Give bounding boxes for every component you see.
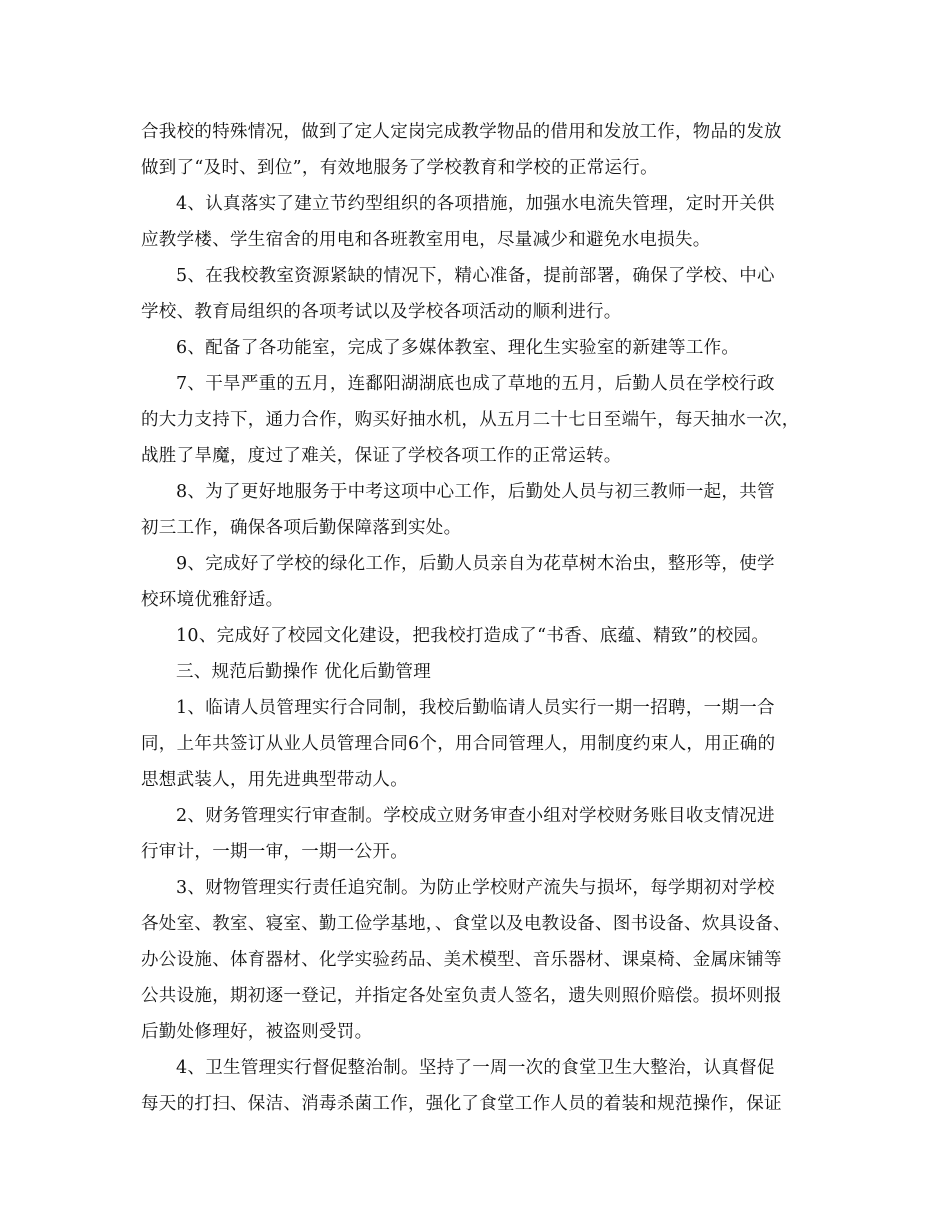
text-line: 1、临请人员管理实行合同制，我校后勤临请人员实行一期一招聘，一期一合 [176,698,775,718]
text-line: 初三工作，确保各项后勤保障落到实处。 [141,518,462,538]
text-line: 做到了“及时、到位”，有效地服务了学校教育和学校的正常运行。 [141,158,658,178]
text-line: 战胜了旱魔，度过了难关，保证了学校各项工作的正常运转。 [141,446,622,466]
text-line: 办公设施、体育器材、化学实验药品、美术模型、音乐器材、课桌椅、金属床铺等 [141,950,782,970]
text-line: 学校、教育局组织的各项考试以及学校各项活动的顺利进行。 [141,302,622,322]
text-line: 3、财物管理实行责任追究制。为防止学校财产流失与损坏，每学期初对学校 [176,878,775,898]
text-line: 4、认真落实了建立节约型组织的各项措施，加强水电流失管理，定时开关供 [176,194,775,214]
text-line: 8、为了更好地服务于中考这项中心工作，后勤处人员与初三教师一起，共管 [176,482,775,502]
text-line: 9、完成好了学校的绿化工作，后勤人员亲自为花草树木治虫，整形等，使学 [176,554,775,574]
text-line: 各处室、教室、寝室、勤工俭学基地，、食堂以及电教设备、图书设备、炊具设备、 [141,914,791,934]
text-line: 应教学楼、学生宿舍的用电和各班教室用电，尽量减少和避免水电损失。 [141,230,711,250]
text-line: 每天的打扫、保洁、消毒杀菌工作，强化了食堂工作人员的着装和规范操作，保证 [141,1094,782,1114]
text-line: 思想武装人，用先进典型带动人。 [141,770,408,790]
text-line: 的大力支持下，通力合作，购买好抽水机，从五月二十七日至端午，每天抽水一次， [141,410,800,430]
section-heading: 三、规范后勤操作 优化后勤管理 [176,662,432,682]
text-line: 6、配备了各功能室，完成了多媒体教室、理化生实验室的新建等工作。 [176,338,740,358]
text-line: 行审计，一期一审，一期一公开。 [141,842,408,862]
text-line: 公共设施，期初逐一登记，并指定各处室负责人签名，遗失则照价赔偿。损坏则报 [141,986,782,1006]
text-line: 合我校的特殊情况，做到了定人定岗完成教学物品的借用和发放工作，物品的发放 [141,122,782,142]
text-line: 校环境优雅舒适。 [141,590,284,610]
text-line: 7、干旱严重的五月，连鄱阳湖湖底也成了草地的五月，后勤人员在学校行政 [176,374,775,394]
text-line: 4、卫生管理实行督促整治制。坚持了一周一次的食堂卫生大整治，认真督促 [176,1058,775,1078]
text-line: 10、完成好了校园文化建设，把我校打造成了“书香、底蕴、精致”的校园。 [176,626,770,646]
text-line: 同，上年共签订从业人员管理合同6个，用合同管理人，用制度约束人，用正确的 [141,734,776,754]
text-line: 后勤处修理好，被盗则受罚。 [141,1022,373,1042]
text-line: 5、在我校教室资源紧缺的情况下，精心准备，提前部署，确保了学校、中心 [176,266,775,286]
text-line: 2、财务管理实行审查制。学校成立财务审查小组对学校财务账目收支情况进 [176,806,775,826]
